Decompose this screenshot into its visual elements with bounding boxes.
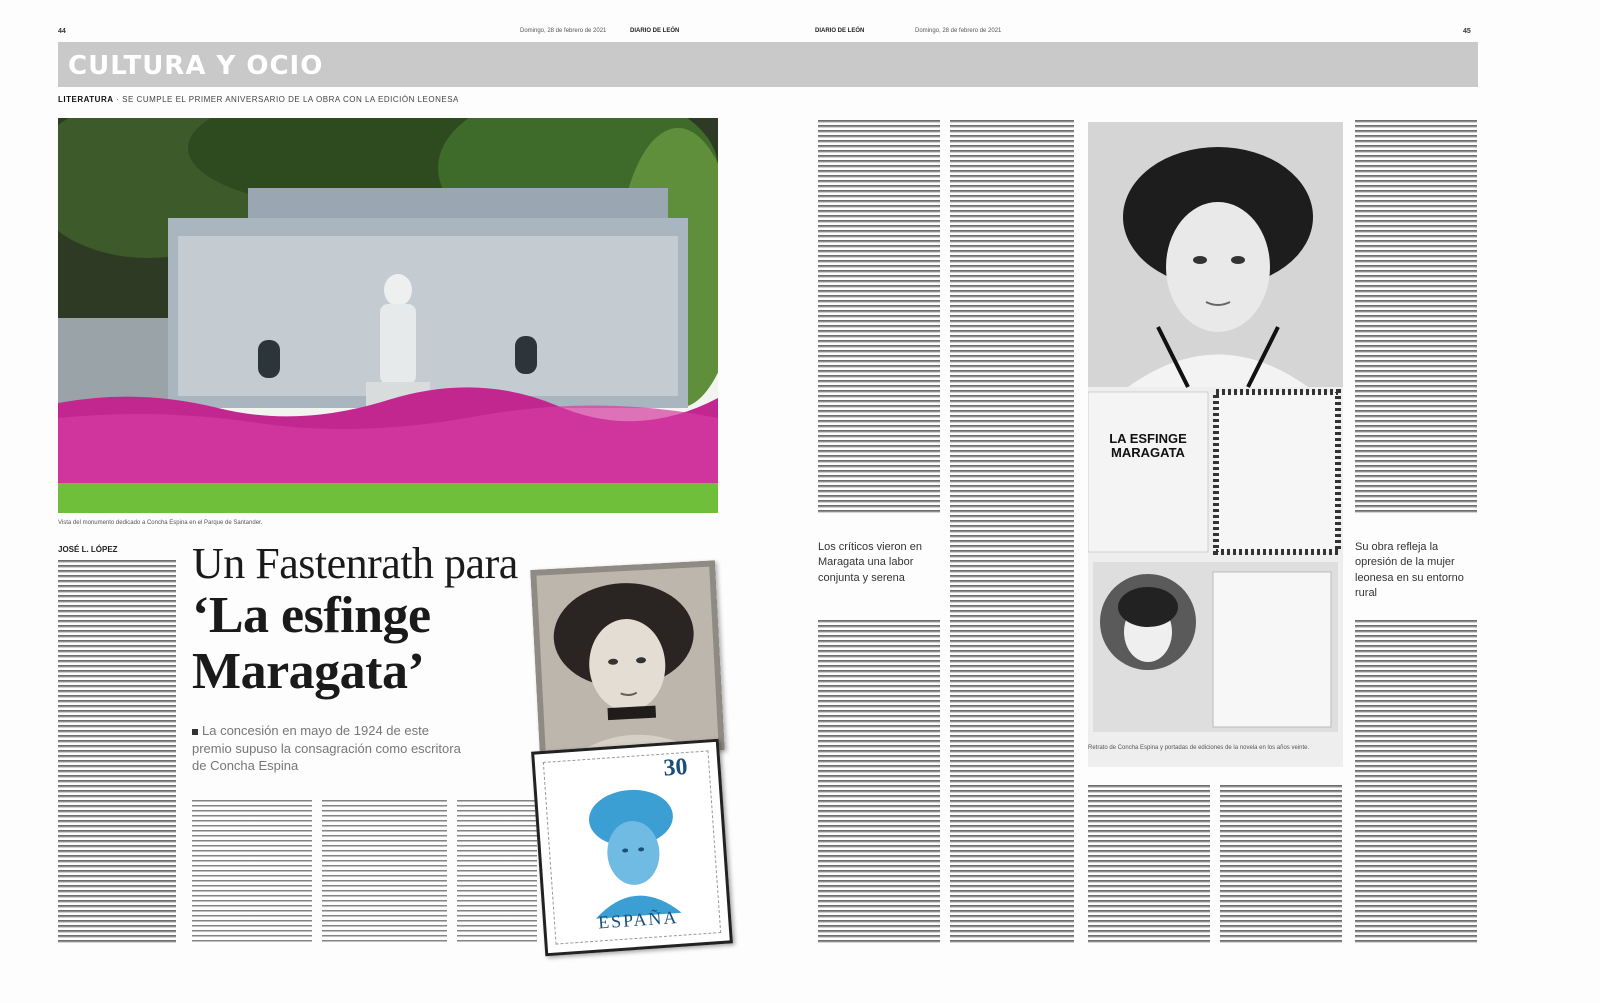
byline: JOSÉ L. LÓPEZ xyxy=(58,545,118,554)
pullquote-2 xyxy=(1355,540,1477,602)
stamp-country: ESPAÑA xyxy=(597,906,680,933)
body-column-6 xyxy=(818,620,940,945)
lead-paragraph xyxy=(192,722,462,775)
body-column-5 xyxy=(818,120,940,515)
body-column-10 xyxy=(1355,120,1477,515)
kicker: LITERATURA · SE CUMPLE EL PRIMER ANIVERSARIO DE LA OBRA CON LA EDICIÓN LEONESA xyxy=(58,95,459,104)
body-column-7 xyxy=(950,120,1074,945)
section-bar xyxy=(58,42,1478,87)
book-cover-title: LA ESFINGE MARAGATA xyxy=(1109,431,1187,460)
main-photo-caption: Vista del monumento dedicado a Concha Espina en el Parque de Santander. xyxy=(58,520,263,526)
runhead-left-date: Domingo, 28 de febrero de 2021 xyxy=(520,28,607,34)
pullquote-1 xyxy=(818,540,940,586)
right-photo-collage xyxy=(1088,122,1343,767)
folio-right: 45 xyxy=(1463,28,1471,35)
body-column-3 xyxy=(322,800,447,945)
body-column-2 xyxy=(192,800,312,945)
runhead-left-paper: DIARIO DE LEÓN xyxy=(630,28,680,34)
body-column-4 xyxy=(457,800,537,945)
pullquote-2-text: Su obra refleja la opresión de la mujer leonesa en su entorno rural xyxy=(1355,541,1464,600)
main-photo xyxy=(58,118,718,513)
headline-line-2: ‘La esfinge xyxy=(192,586,431,644)
headline xyxy=(192,540,582,700)
postage-stamp xyxy=(531,739,733,957)
body-column-1 xyxy=(58,560,176,945)
body-column-9 xyxy=(1220,785,1342,945)
headline-line-1: Un Fastenrath para xyxy=(192,539,518,588)
stamp-value: 30 xyxy=(662,753,689,782)
sepia-portrait xyxy=(530,560,725,759)
folio-left: 44 xyxy=(58,28,66,35)
kicker-label: LITERATURA xyxy=(58,95,114,104)
right-photo-caption: Retrato de Concha Espina y portadas de ediciones de la novela en los años veinte. xyxy=(1088,745,1310,751)
section-title: CULTURA Y OCIO xyxy=(68,51,324,81)
runhead-right-paper: DIARIO DE LEÓN xyxy=(815,28,865,34)
kicker-text: SE CUMPLE EL PRIMER ANIVERSARIO DE LA OBRA CON LA EDICIÓN LEONESA xyxy=(122,95,459,104)
lead-text: La concesión en mayo de 1924 de este premio supuso la consagración como escritora de Concha Espina xyxy=(192,723,461,774)
body-column-8 xyxy=(1088,785,1210,945)
pullquote-1-text: Los críticos vieron en Maragata una labor conjunta y serena xyxy=(818,541,922,584)
bullet-icon xyxy=(192,729,198,735)
body-column-11 xyxy=(1355,620,1477,945)
headline-line-3: Maragata’ xyxy=(192,642,425,700)
portrait-illustration xyxy=(530,560,725,759)
runhead-right-date: Domingo, 28 de febrero de 2021 xyxy=(915,28,1002,34)
monument-illustration xyxy=(58,118,718,513)
